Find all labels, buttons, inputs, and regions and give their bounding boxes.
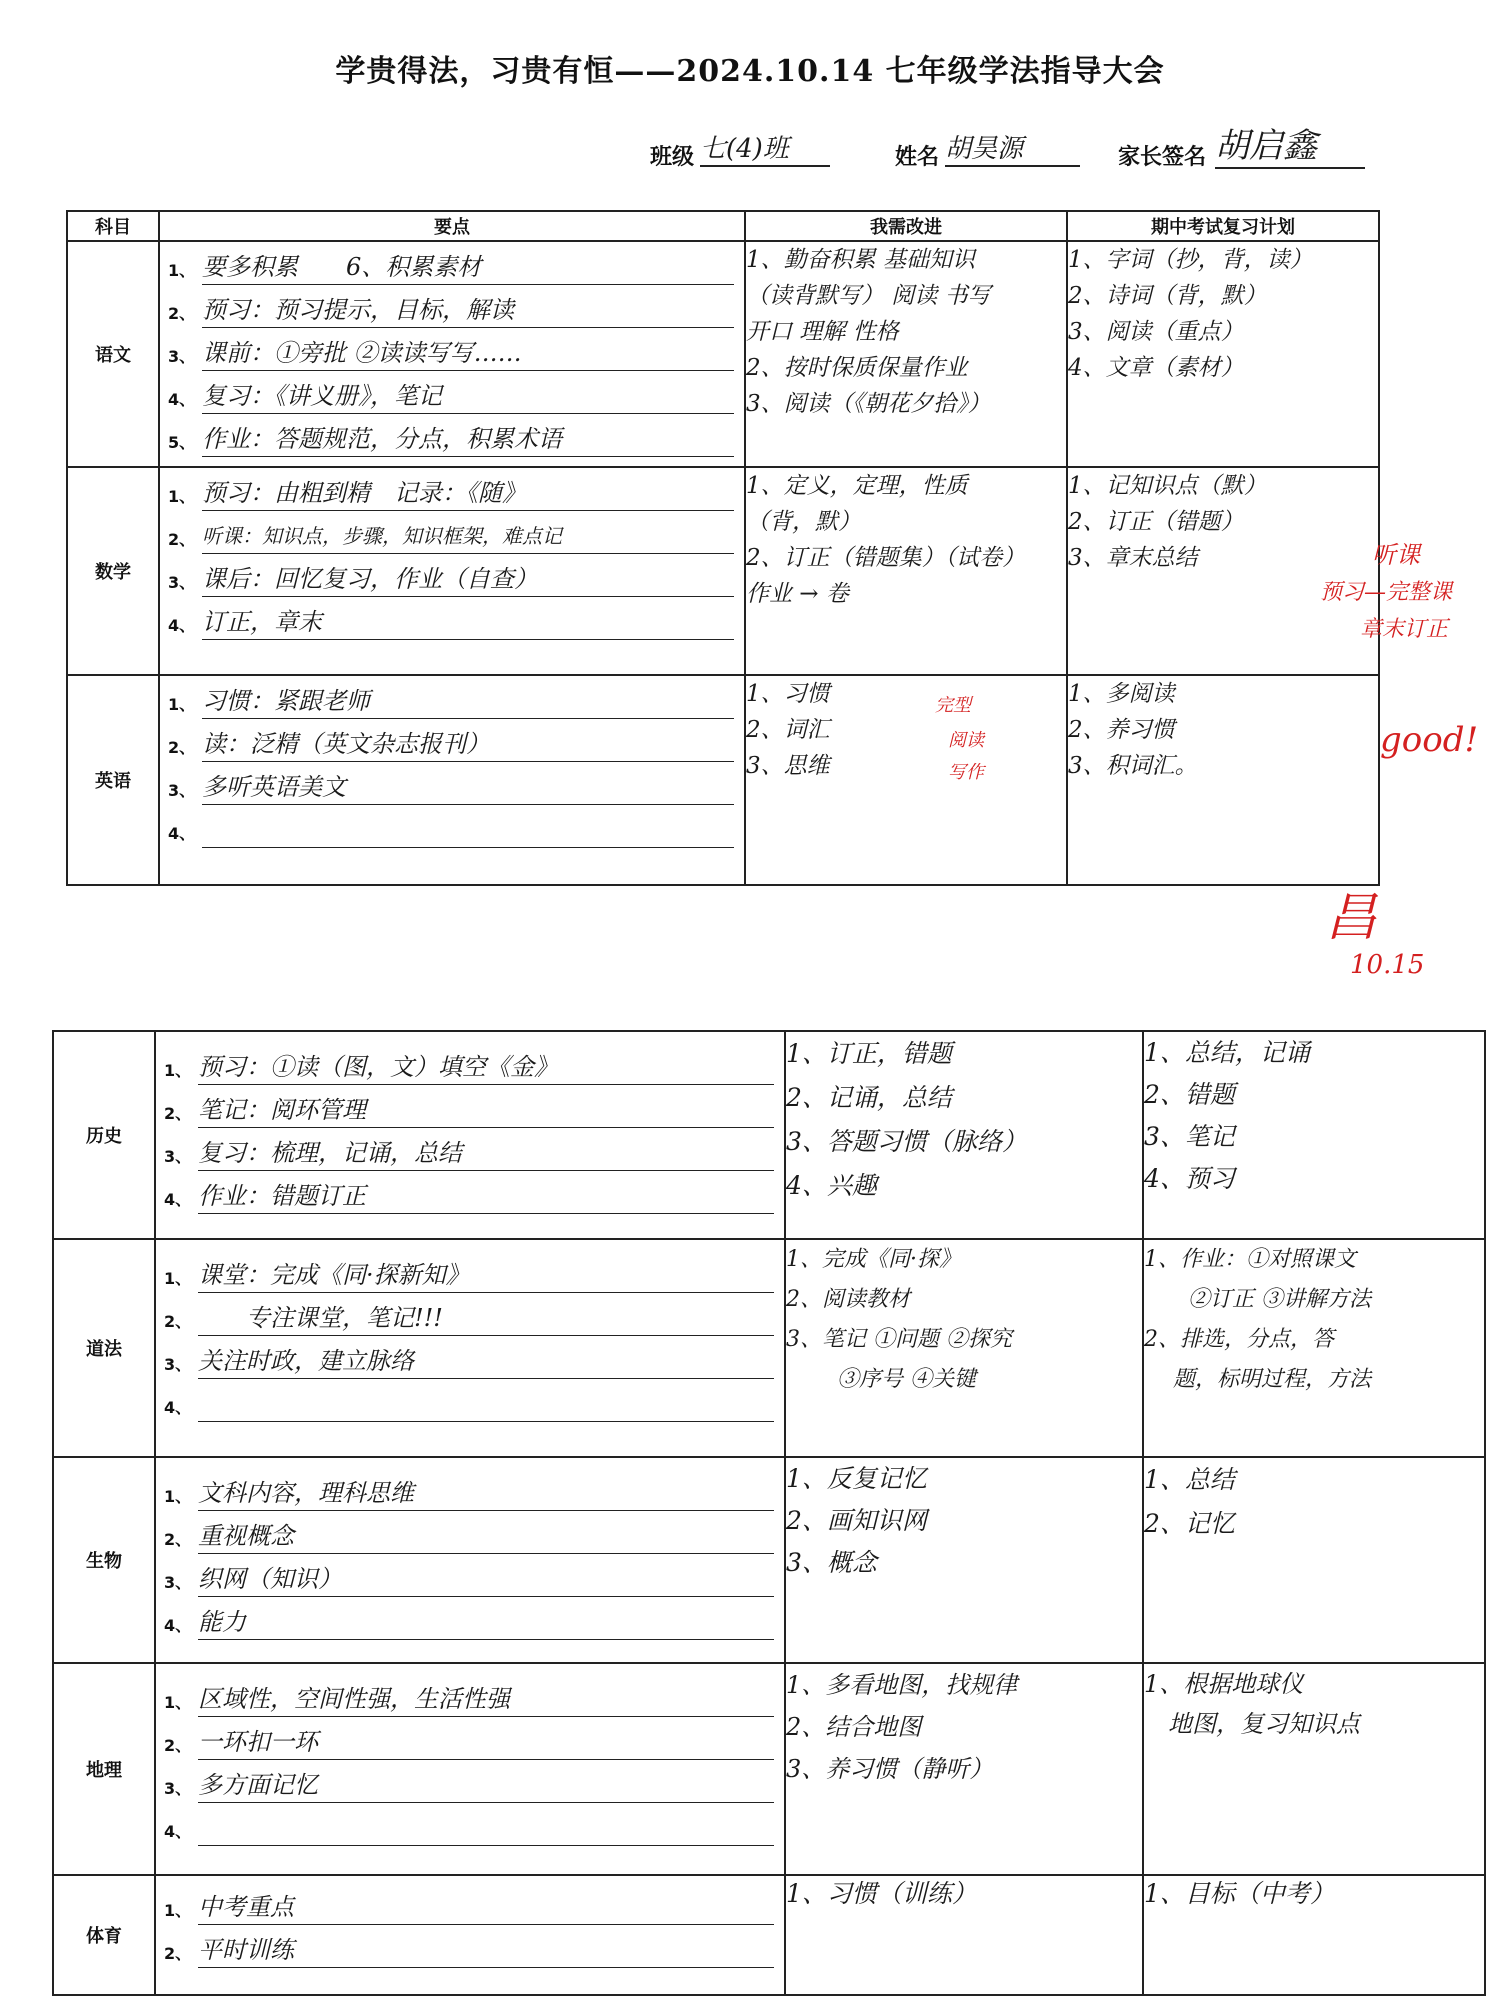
point-line: 2、 重视概念 xyxy=(156,1511,784,1554)
point-line: 2、 平时训练 xyxy=(156,1925,784,1968)
points-cell xyxy=(159,675,745,885)
teacher-note-method2: 章末订正 xyxy=(1360,617,1449,642)
point-line: 1、 要多积累 6、积累素材 xyxy=(160,242,744,285)
row-chinese xyxy=(67,241,1379,467)
improve-cell: 1、完成《同·探》 2、阅读教材 3、笔记 ①问题 ②探究 ③序号 ④关键 xyxy=(785,1239,1143,1457)
subject-cell: 历史 xyxy=(53,1031,155,1239)
point-line: 1、 课堂：完成《同·探新知》 xyxy=(156,1250,784,1293)
point-line: 2、 听课：知识点，步骤，知识框架，难点记 xyxy=(160,511,744,554)
teacher-note-english-1: 完型 xyxy=(935,695,971,716)
row-biology xyxy=(53,1457,1485,1663)
point-line: 1、 区域性，空间性强，生活性强 xyxy=(156,1674,784,1717)
point-line: 4、 能力 xyxy=(156,1597,784,1640)
teacher-note-listen: 听课 xyxy=(1372,541,1420,569)
subject-cell: 生物 xyxy=(53,1457,155,1663)
improve-cell: 1、习惯 2、词汇 3、思维 xyxy=(745,675,1067,885)
row-english xyxy=(67,675,1379,885)
point-line: 2、 专注课堂，笔记!!! xyxy=(156,1293,784,1336)
points-cell xyxy=(159,241,745,467)
plan-cell: 1、总结，记诵 2、错题 3、笔记 4、预习 xyxy=(1143,1031,1485,1239)
page-title: 学贵得法，习贵有恒——2024.10.14 七年级学法指导大会 xyxy=(335,54,1165,89)
improve-cell: 1、多看地图，找规律 2、结合地图 3、养习惯（静听） xyxy=(785,1663,1143,1875)
row-math xyxy=(67,467,1379,675)
point-line: 4、 xyxy=(156,1803,784,1846)
col-points: 要点 xyxy=(159,211,745,241)
teacher-note-english-2: 阅读 xyxy=(948,730,984,751)
point-line: 4、 复习：《讲义册》，笔记 xyxy=(160,371,744,414)
improve-cell: 1、习惯（训练） xyxy=(785,1875,1143,1995)
point-line: 4、 xyxy=(160,805,744,848)
study-table-bottom xyxy=(52,1030,1486,1996)
plan-cell: 1、根据地球仪 地图，复习知识点 xyxy=(1143,1663,1485,1875)
point-line: 3、 多方面记忆 xyxy=(156,1760,784,1803)
parent-signature-label: 家长签名 xyxy=(1118,144,1207,170)
parent-signature: 胡启鑫 xyxy=(1215,118,1365,169)
points-cell xyxy=(155,1663,785,1875)
subject-cell: 语文 xyxy=(67,241,159,467)
name-value: 胡昊源 xyxy=(945,128,1080,167)
teacher-signature: 昌 xyxy=(1325,888,1378,948)
point-line: 3、 多听英语美文 xyxy=(160,762,744,805)
points-cell xyxy=(155,1875,785,1995)
point-line: 1、 习惯：紧跟老师 xyxy=(160,676,744,719)
name-label: 姓名 xyxy=(895,144,940,170)
plan-cell: 1、字词（抄，背，读） 2、诗词（背，默） 3、阅读（重点） 4、文章（素材） xyxy=(1067,241,1379,467)
point-line: 5、 作业：答题规范，分点，积累术语 xyxy=(160,414,744,457)
point-line: 4、 订正，章末 xyxy=(160,597,744,640)
row-pe xyxy=(53,1875,1485,1995)
row-morality-law xyxy=(53,1239,1485,1457)
points-cell xyxy=(155,1239,785,1457)
teacher-note-english-3: 写作 xyxy=(948,762,984,783)
study-table-top xyxy=(66,210,1380,886)
points-cell xyxy=(155,1457,785,1663)
teacher-note-method1: 预习—完整课 xyxy=(1320,580,1453,605)
point-line: 1、 中考重点 xyxy=(156,1882,784,1925)
row-history xyxy=(53,1031,1485,1239)
point-line: 4、 xyxy=(156,1379,784,1422)
subject-cell: 数学 xyxy=(67,467,159,675)
point-line: 3、 复习：梳理，记诵，总结 xyxy=(156,1128,784,1171)
point-line: 3、 关注时政，建立脉络 xyxy=(156,1336,784,1379)
point-line: 2、 预习：预习提示，目标，解读 xyxy=(160,285,744,328)
point-line: 2、 一环扣一环 xyxy=(156,1717,784,1760)
point-line: 1、 预习：由粗到精 记录：《随》 xyxy=(160,468,744,511)
class-label: 班级 xyxy=(650,144,695,170)
improve-cell: 1、反复记忆 2、画知识网 3、概念 xyxy=(785,1457,1143,1663)
plan-cell: 1、记知识点（默） 2、订正（错题） 3、章末总结 xyxy=(1067,467,1379,675)
teacher-note-good: good! xyxy=(1380,720,1479,760)
point-line: 3、 课前：①旁批 ②读读写写…… xyxy=(160,328,744,371)
col-improve: 我需改进 xyxy=(745,211,1067,241)
col-subject: 科目 xyxy=(67,211,159,241)
teacher-sign-date: 10.15 xyxy=(1350,950,1425,980)
point-line: 1、 预习：①读（图，文）填空《金》 xyxy=(156,1042,784,1085)
improve-cell: 1、定义，定理，性质 （背，默） 2、订正（错题集）（试卷） 作业 → 卷 xyxy=(745,467,1067,675)
subject-cell: 英语 xyxy=(67,675,159,885)
improve-cell: 1、订正，错题 2、记诵，总结 3、答题习惯（脉络） 4、兴趣 xyxy=(785,1031,1143,1239)
point-line: 2、 笔记：阅环管理 xyxy=(156,1085,784,1128)
point-line: 1、 文科内容，理科思维 xyxy=(156,1468,784,1511)
points-cell xyxy=(159,467,745,675)
points-cell xyxy=(155,1031,785,1239)
subject-cell: 地理 xyxy=(53,1663,155,1875)
point-line: 2、 读：泛精（英文杂志报刊） xyxy=(160,719,744,762)
subject-cell: 道法 xyxy=(53,1239,155,1457)
plan-cell: 1、目标（中考） xyxy=(1143,1875,1485,1995)
point-line: 3、 织网（知识） xyxy=(156,1554,784,1597)
col-plan: 期中考试复习计划 xyxy=(1067,211,1379,241)
plan-cell: 1、总结 2、记忆 xyxy=(1143,1457,1485,1663)
point-line: 3、 课后：回忆复习，作业（自查） xyxy=(160,554,744,597)
class-value: 七(4)班 xyxy=(700,128,830,167)
improve-cell: 1、勤奋积累 基础知识 （读背默写） 阅读 书写 开口 理解 性格 2、按时保质保量作业 3、阅读（《朝花夕拾》） xyxy=(745,241,1067,467)
plan-cell: 1、多阅读 2、养习惯 3、积词汇。 xyxy=(1067,675,1379,885)
subject-cell: 体育 xyxy=(53,1875,155,1995)
plan-cell: 1、作业：①对照课文 ②订正 ③讲解方法 2、排选，分点，答 题，标明过程，方法 xyxy=(1143,1239,1485,1457)
point-line: 4、 作业：错题订正 xyxy=(156,1171,784,1214)
row-geography xyxy=(53,1663,1485,1875)
